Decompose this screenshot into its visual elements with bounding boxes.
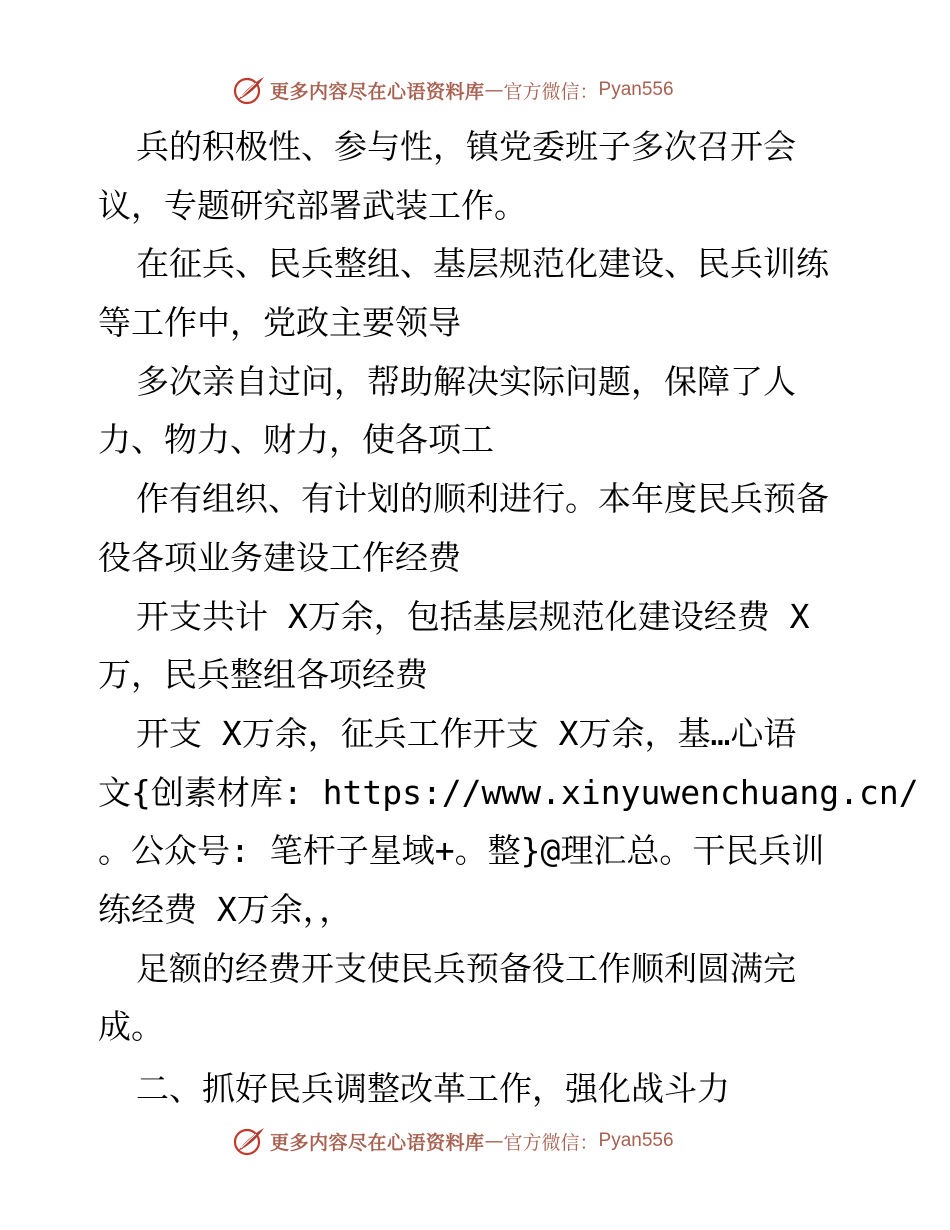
quill-logo-icon (232, 1125, 266, 1157)
text-line: 等工作中，党政主要领导 (98, 303, 461, 343)
text-line: 足额的经费开支使民兵预备役工作顺利圆满完 (136, 948, 796, 988)
document-body (98, 118, 919, 1119)
text-line: 在征兵、民兵整组、基层规范化建设、民兵训练 (136, 244, 829, 284)
banner-wechat-id: Pyan556 (598, 1130, 674, 1151)
banner-wechat-id: Pyan556 (598, 79, 674, 100)
banner-separator: — (484, 79, 504, 101)
banner-title: 更多内容尽在心语资料库 (270, 80, 485, 103)
text-line: 。公众号: 笔杆子星域+。整}@理汇总。干民兵训 (98, 831, 825, 871)
text-line: 役各项业务建设工作经费 (98, 537, 461, 577)
banner-wechat-label: 官方微信： (503, 1131, 599, 1154)
banner-title: 更多内容尽在心语资料库 (270, 1131, 485, 1154)
section-heading: 二、抓好民兵调整改革工作，强化战斗力 (136, 1069, 730, 1108)
text-line: 练经费 X万余，， (98, 889, 353, 929)
header-banner (0, 70, 950, 110)
quill-logo-icon (232, 74, 266, 106)
text-line: 文{创素材库: https://www.xinyuwenchuang.cn/ (98, 772, 919, 812)
text-line: 多次亲自过问，帮助解决实际问题，保障了人 (136, 361, 796, 401)
banner-wechat-label: 官方微信： (503, 80, 599, 103)
text-line: 作有组织、有计划的顺利进行。本年度民兵预备 (136, 479, 829, 519)
text-line: 成。 (98, 1007, 164, 1047)
text-line: 开支共计 X万余，包括基层规范化建设经费 X (136, 596, 810, 636)
footer-banner (0, 1121, 950, 1161)
banner-separator: — (484, 1130, 504, 1152)
text-line: 兵的积极性、参与性，镇党委班子多次召开会 (136, 127, 796, 166)
text-line: 万，民兵整组各项经费 (98, 655, 428, 695)
text-line: 开支 X万余，征兵工作开支 X万余，基…心语 (136, 713, 797, 753)
text-line: 力、物力、财力，使各项工 (98, 420, 494, 460)
text-line: 议，专题研究部署武装工作。 (98, 185, 527, 225)
